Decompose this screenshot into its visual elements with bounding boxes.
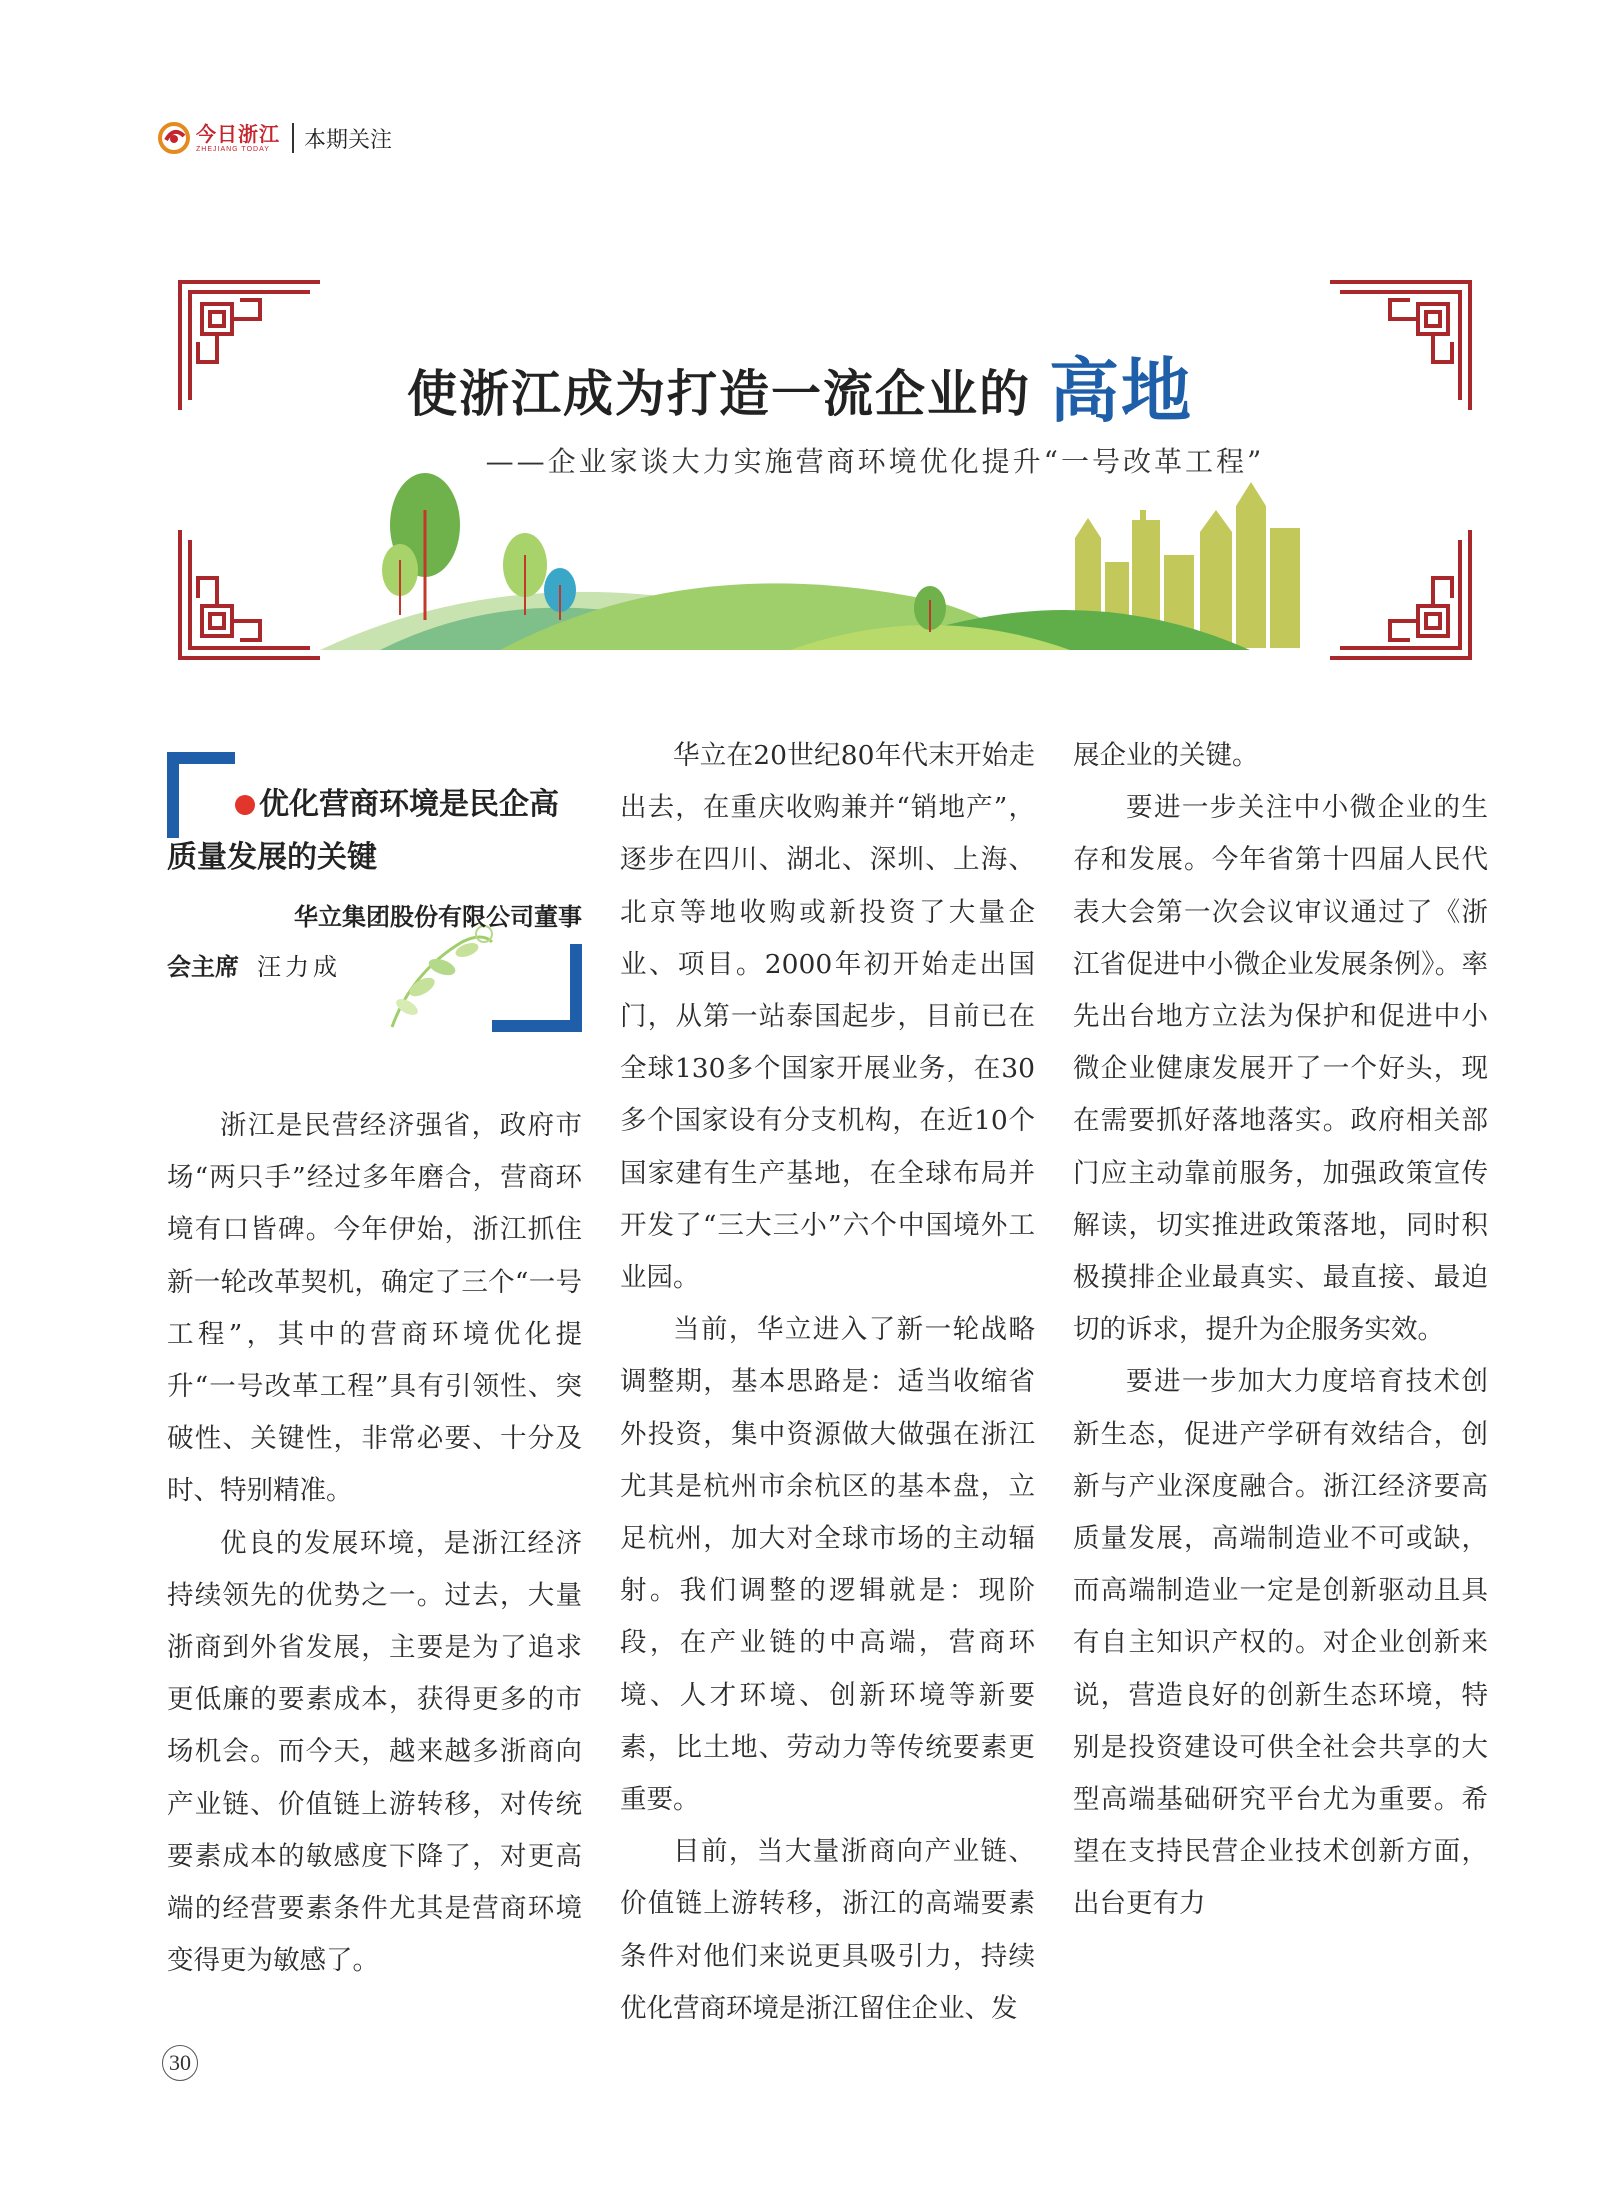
paragraph: 要进一步加大力度培育技术创新生态，促进产学研有效结合，创新与产业深度融合。浙江经济要高质量发展，高端制造业不可或缺，而高端制造业一定是创新驱动且具有自主知识产权的。对企业创新来说，营造良好的创新生态环境，特别是投资建设可供全社会共享的大型高端基础研究平台尤为重要。希望在支持民营企业技术创新方面，出台更有力	[1073, 1366, 1488, 1920]
page-header	[158, 118, 392, 158]
paragraph: 目前，当大量浙商向产业链、价值链上游转移，浙江的高端要素条件对他们来说更具吸引力，持续优化营商环境是浙江留住企业、发	[620, 1836, 1035, 2024]
article-title	[0, 335, 1600, 436]
paragraph: 华立在20世纪80年代末开始走出去，在重庆收购兼并“销地产”，逐步在四川、湖北、深圳、上海、北京等地收购或新投资了大量企业、项目。2000年初开始走出国门，从第一站泰国起步，目前已在全球130多个国家开展业务，在30多个国家设有分支机构，在近10个国家建有生产基地，在全球布局并开发了“三大三小”六个中国境外工业园。	[620, 740, 1035, 1294]
paragraph: 优良的发展环境，是浙江经济持续领先的优势之一。过去，大量浙商到外省发展，主要是为了追求更低廉的要素成本，获得更多的市场机会。而今天，越来越多浙商向产业链、价值链上游转移，对传统要素成本的敏感度下降了，对更高端的经营要素条件尤其是营商环境变得更为敏感了。	[167, 1527, 582, 1977]
title-emphasis-text: 高地	[1049, 350, 1193, 432]
header-divider	[292, 123, 294, 153]
text-column-3	[1073, 730, 1488, 1931]
page-number: 30	[162, 2045, 198, 2081]
author-name: 汪力成	[257, 953, 341, 981]
paragraph: 当前，华立进入了新一轮战略调整期，基本思路是：适当收缩省外投资，集中资源做大做强在浙江尤其是杭州市余杭区的基本盘，立足杭州，加大对全球市场的主动辐射。我们调整的逻辑就是：现阶段，在产业链的中高端，营商环境、人才环境、创新环境等新要素，比土地、劳动力等传统要素更重要。	[620, 1314, 1035, 1816]
logo-english-text: ZHEJIANG TODAY	[196, 145, 270, 153]
sidebox-heading	[167, 778, 582, 884]
sidebox-heading-text: 优化营商环境是民企高质量发展的关键	[167, 787, 559, 875]
author-role: 会主席	[167, 953, 239, 981]
fret-corner-bottom-left-icon	[180, 530, 320, 658]
magazine-logo	[158, 122, 280, 154]
logo-swirl-icon	[158, 122, 190, 154]
author-organization: 华立集团股份有限公司董事	[294, 903, 582, 931]
fret-corner-bottom-right-icon	[1330, 530, 1470, 658]
author-sidebox	[167, 752, 582, 1032]
text-column-1	[167, 1100, 582, 1987]
article-subtitle: ——企业家谈大力实施营商环境优化提升“一号改革工程”	[485, 445, 1265, 478]
paragraph: 浙江是民营经济强省，政府市场“两只手”经过多年磨合，营商环境有口皆碑。今年伊始，浙江抓住新一轮改革契机，确定了三个“一号工程”，其中的营商环境优化提升“一号改革工程”具有引领性、突破性、关键性，非常必要、十分及时、特别精准。	[167, 1110, 582, 1507]
logo-chinese-text: 今日浙江	[196, 121, 280, 146]
paragraph: 展企业的关键。	[1073, 740, 1259, 771]
paragraph: 要进一步关注中小微企业的生存和发展。今年省第十四届人民代表大会第一次会议审议通过了《浙江省促进中小微企业发展条例》。率先出台地方立法为保护和促进中小微企业健康发展开了一个好头，现在需要抓好落地落实。政府相关部门应主动靠前服务，加强政策宣传解读，切实推进政策落地，同时积极摸排企业最真实、最直接、最迫切的诉求，提升为企服务实效。	[1073, 792, 1488, 1346]
red-bullet-icon	[235, 795, 255, 815]
author-byline	[167, 892, 582, 992]
title-main-text: 使浙江成为打造一流企业的	[407, 364, 1031, 423]
section-label: 本期关注	[304, 127, 393, 153]
text-column-2	[620, 730, 1035, 2035]
